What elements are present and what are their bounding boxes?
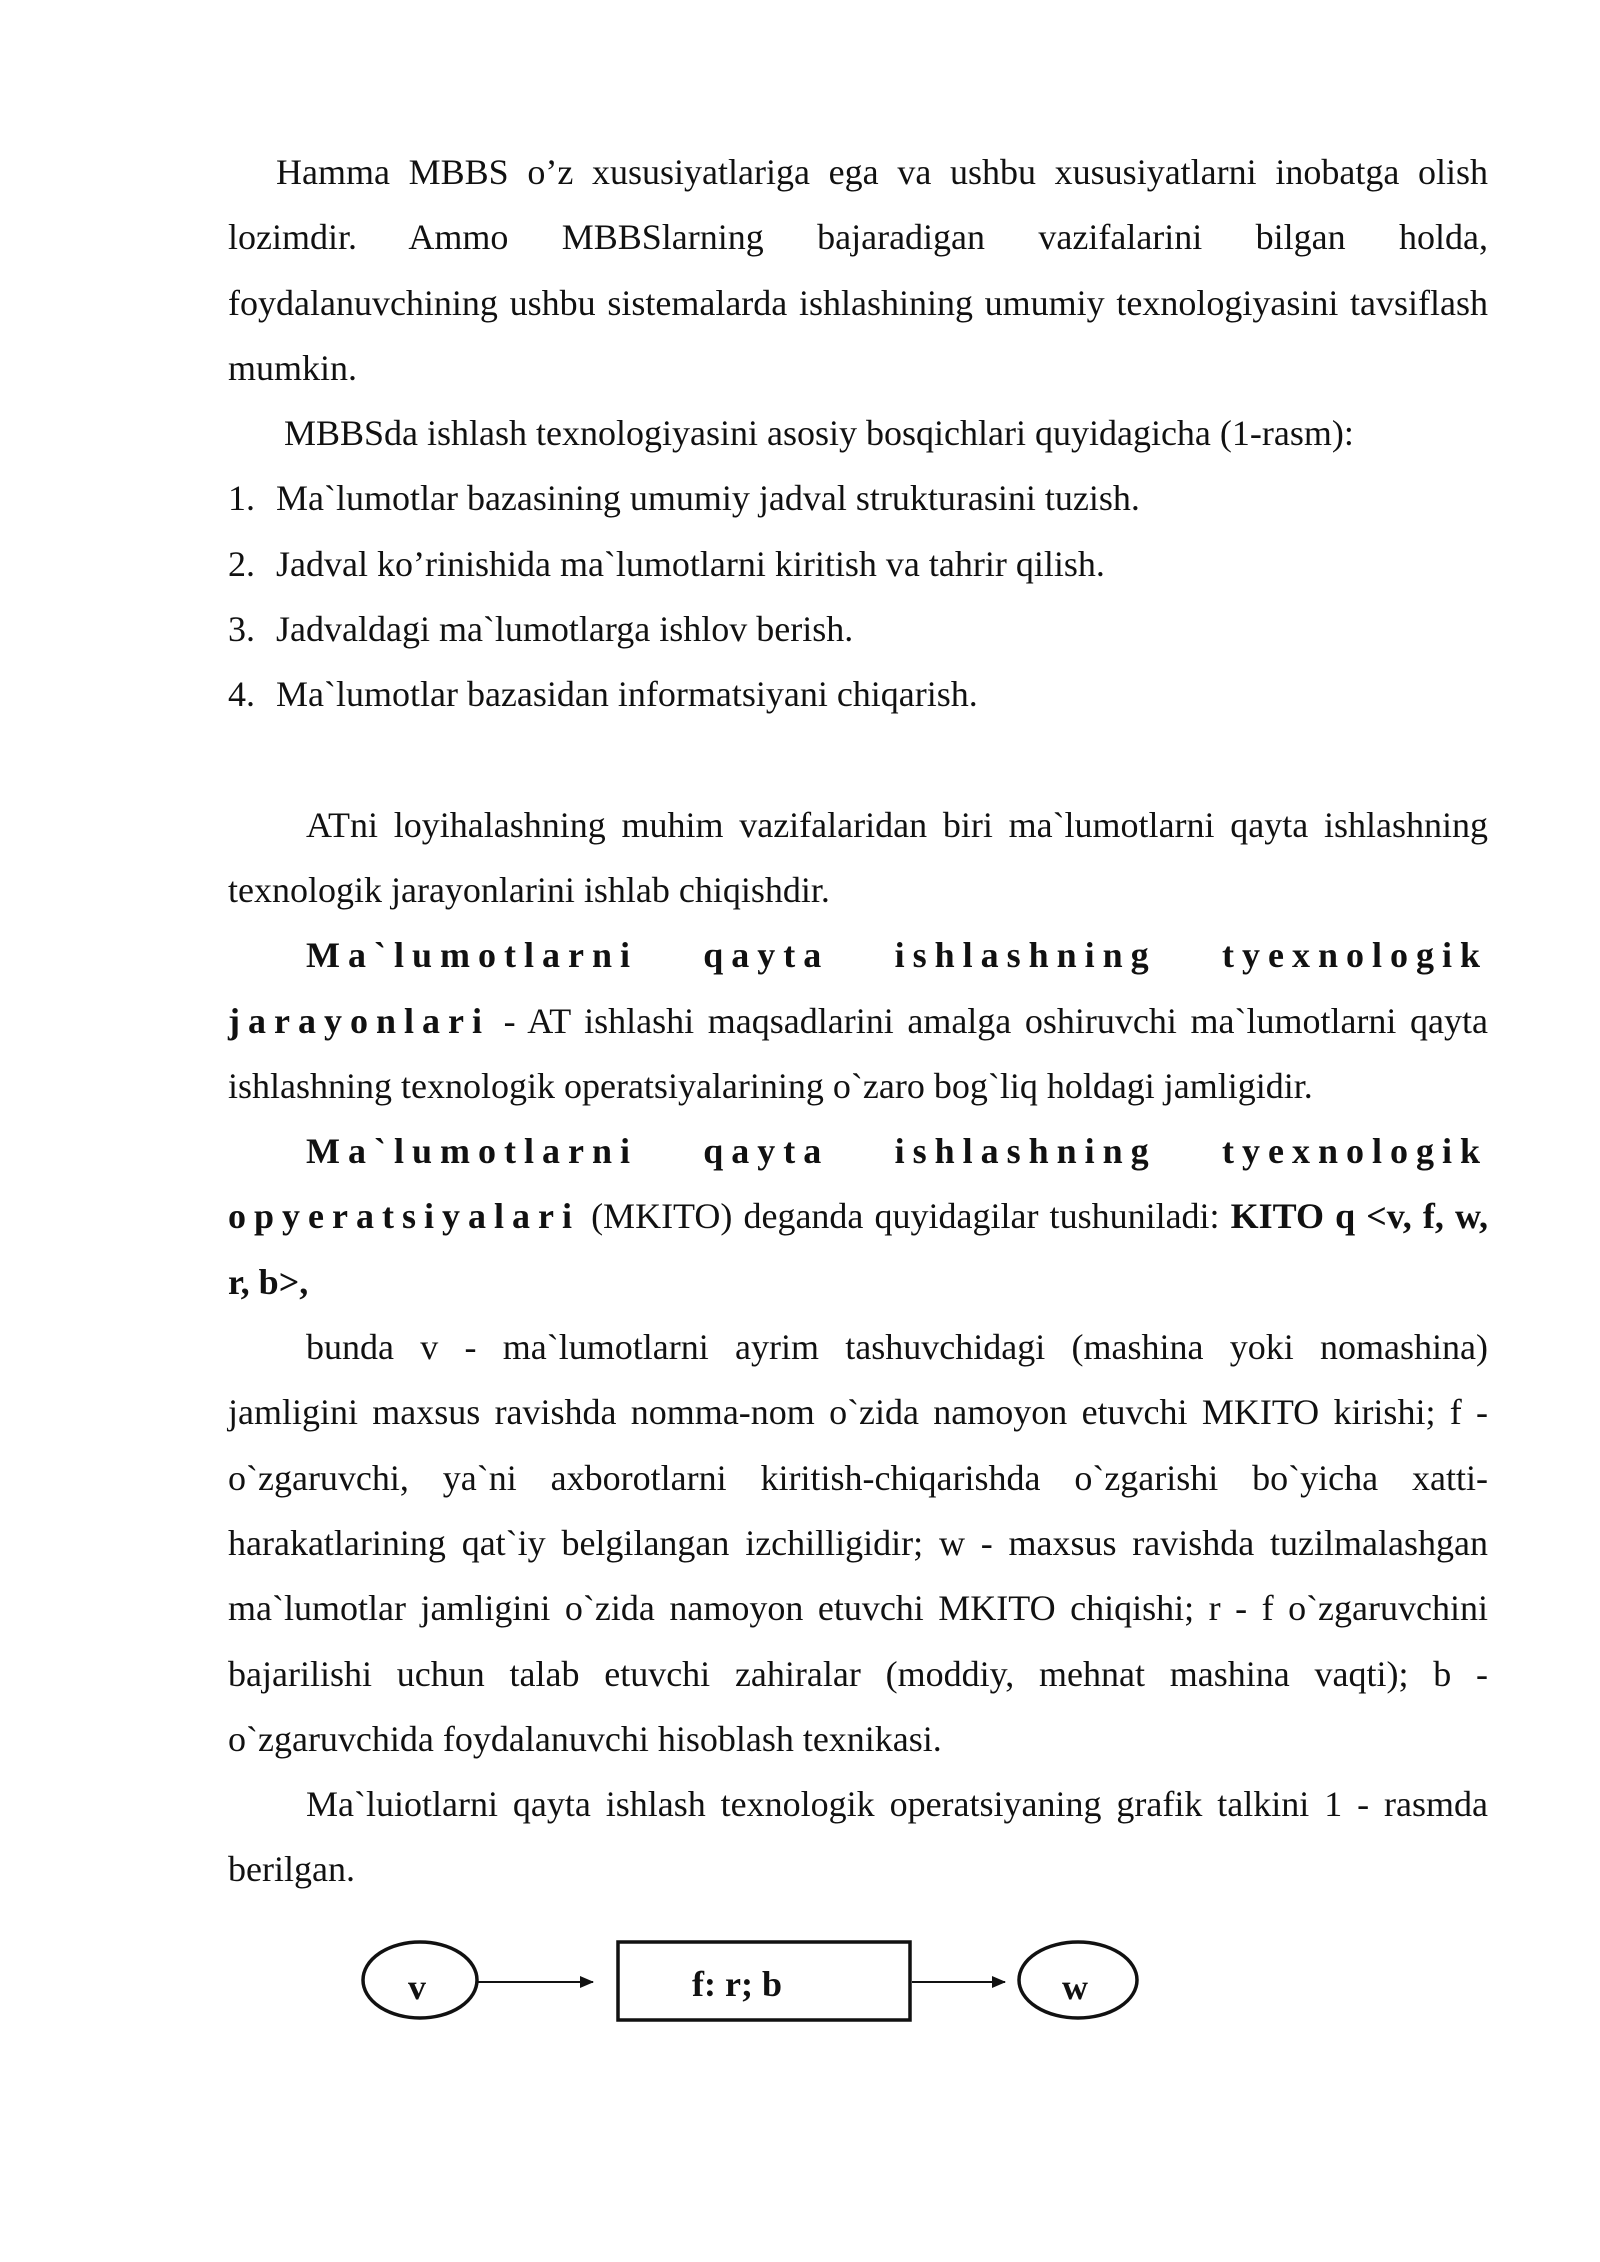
list-item: [228, 597, 1488, 662]
output-label: w: [1062, 1967, 1088, 2007]
list-number: 2.: [228, 543, 255, 584]
list-number: 4.: [228, 674, 255, 715]
list-text: Jadval ko’rinishida ma`lumotlarni kiritish va tahrir qilish.: [276, 543, 1105, 584]
paragraph-explanation: bunda v - ma`lumotlarni ayrim tashuvchidagi (mashina yoki nomashina) jamligini maxsus ravishda nomma-nom o`zida namoyon etuvchi MKITO kirishi; f - o`zgaruvchi, ya`ni axborotlarni kiritish-chiqarishda o`zgarishi bo`yicha xatti-harakatlarining qat`iy belgilangan izchilligidir; w - maxsus ravishda tuzilmalashgan ma`lumotlar jamligini o`zida namoyon etuvchi MKITO chiqishi; r - f o`zgaruvchini bajarilishi uchun talab etuvchi zahiralar (moddiy, mehnat mashina vaqti); b - o`zgaruvchida foydalanuvchi hisoblash texnikasi.: [228, 1327, 1488, 1759]
input-label: v: [408, 1967, 426, 2007]
paragraph-definition-processes: [228, 923, 1488, 1119]
paragraph-stages-intro: MBBSda ishlash texnologiyasini asosiy bosqichlari quyidagicha (1-rasm):: [284, 413, 1354, 454]
list-text: Ma`lumotlar bazasidan informatsiyani chiqarish.: [276, 674, 978, 715]
list-text: Ma`lumotlar bazasining umumiy jadval strukturasini tuzish.: [276, 478, 1140, 519]
spacer: [228, 728, 1488, 793]
list-item: [228, 466, 1488, 531]
definition-processes: - AT ishlashi maqsadlarini amalga oshiruvchi ma`lumotlarni qayta ishlashning texnologik operatsiyalarining o`zaro bog`liq holdagi jamligidir.: [228, 1000, 1488, 1106]
term-processes: Ma`lumotlarni qayta ishlashning tyexnologik jarayonlari: [228, 935, 1488, 1041]
list-number: 1.: [228, 478, 255, 519]
formula: KITO q <v, f, w, r, b>,: [228, 1196, 1488, 1302]
document-page: [228, 140, 1488, 1903]
list-item: [228, 532, 1488, 597]
stages-list: [228, 466, 1488, 727]
definition-operations: (MKITO) deganda quyidagilar tushuniladi:: [579, 1196, 1231, 1237]
paragraph-figure-ref: Ma`luiotlarni qayta ishlash texnologik operatsiyaning grafik talkini 1 - rasmda berilgan.: [228, 1784, 1488, 1890]
paragraph-definition-operations: [228, 1119, 1488, 1315]
diagram-svg: [360, 1938, 1160, 2028]
process-label: f: r; b: [692, 1964, 782, 2004]
process-diagram: [360, 1938, 1160, 2028]
paragraph-intro: Hamma MBBS o’z xususiyatlariga ega va ushbu xususiyatlarni inobatga olish lozimdir. Ammo MBBSlarning bajaradigan vazifalarini bilgan holda, foydalanuvchining ushbu sistemalarda ishlashining umumiy texnologiyasini tavsiflash mumkin.: [228, 152, 1488, 388]
list-number: 3.: [228, 609, 255, 650]
list-text: Jadvaldagi ma`lumotlarga ishlov berish.: [276, 609, 854, 650]
paragraph-at-design: ATni loyihalashning muhim vazifalaridan biri ma`lumotlarni qayta ishlashning texnologik jarayonlarini ishlab chiqishdir.: [228, 804, 1488, 910]
term-operations: Ma`lumotlarni qayta ishlashning tyexnologik opyeratsiyalari: [228, 1131, 1488, 1237]
list-item: [228, 662, 1488, 727]
